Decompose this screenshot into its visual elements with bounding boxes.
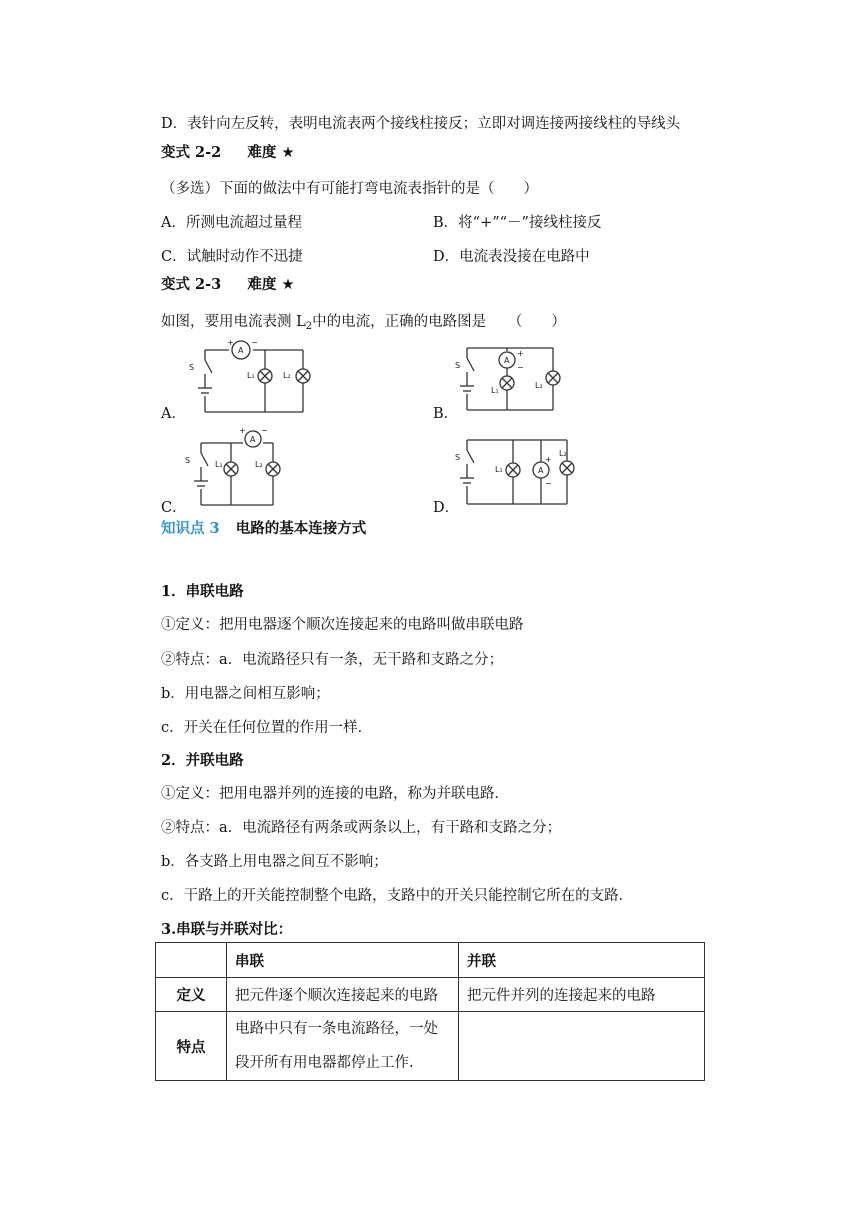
knowledge-point-heading [161, 517, 366, 538]
variant-2-2-heading [161, 141, 294, 162]
table-row [156, 1012, 705, 1081]
switch-letter: S [185, 456, 191, 465]
row-label-feature: 特点 [156, 1012, 227, 1081]
circuit-diagram-b [455, 338, 585, 418]
row-label-definition: 定义 [156, 978, 227, 1012]
parallel-feature-a: ②特点：a．电流路径有两条或两条以上，有干路和支路之分； [161, 820, 562, 836]
circuit-diagram-c [183, 425, 313, 510]
variant-2-3-question [161, 310, 566, 332]
parallel-feature-b: b．各支路上用电器之间互不影响； [161, 854, 388, 870]
parallel-feature-cell [459, 1012, 705, 1081]
option-d-previous-question: D．表针向左反转，表明电流表两个接线柱接反；立即对调连接两接线柱的导线头 [161, 116, 681, 132]
header-series: 串联 [227, 943, 459, 978]
series-definition-cell: 把元件逐个顺次连接起来的电路 [227, 978, 459, 1012]
option-c: C．试触时动作不迅捷 [161, 249, 303, 265]
minus-sign: − [261, 426, 268, 435]
plus-sign: + [227, 338, 234, 347]
difficulty-label: 难度 [247, 276, 277, 293]
circuit-diagram-d [455, 432, 585, 512]
lamp1-label: L₁ [247, 371, 255, 380]
option-d: D．电流表没接在电路中 [433, 249, 590, 265]
switch-letter: S [455, 453, 461, 462]
variant-2-3-heading [161, 273, 294, 294]
series-feature-line-2: 段开所有用电器都停止工作. [235, 1055, 414, 1071]
difficulty-label: 难度 [247, 144, 277, 161]
lamp1-label: L₁ [495, 465, 503, 474]
minus-sign: − [517, 363, 524, 372]
variant-heading-label: 变式 2-2 [161, 144, 222, 161]
switch-letter: S [455, 361, 461, 370]
option-a: A．所测电流超过量程 [161, 215, 302, 231]
circuit-diagram-a [185, 338, 315, 418]
variant-heading-label: 变式 2-3 [161, 276, 222, 293]
comparison-table [155, 942, 705, 1081]
table-row [156, 943, 705, 978]
lamp2-label: L₂ [283, 371, 291, 380]
knowledge-point-title: 电路的基本连接方式 [235, 520, 367, 537]
compare-heading: 3.串联与并联对比： [161, 921, 293, 938]
table-row [156, 978, 705, 1012]
star-icon: ★ [281, 145, 295, 161]
parallel-definition: ①定义：把用电器并列的连接的电路，称为并联电路． [161, 786, 509, 802]
variant-2-2-question: （多选）下面的做法中有可能打弯电流表指针的是（ ） [161, 181, 538, 197]
series-definition: ①定义：把用电器逐个顺次连接起来的电路叫做串联电路 [161, 617, 524, 633]
lamp2-label: L₂ [535, 381, 543, 390]
knowledge-point-number: 知识点 3 [161, 520, 220, 537]
lamp1-label: L₁ [491, 386, 499, 395]
parallel-heading: 2．并联电路 [161, 752, 244, 769]
option-b: B．将“+”“－”接线柱接反 [433, 215, 602, 231]
question-text-start: 如图，要用电流表测 L [161, 314, 306, 330]
question-subscript: 2 [305, 321, 313, 332]
circuit-label-b: B． [433, 406, 459, 422]
circuit-label-a: A． [161, 406, 186, 422]
parallel-definition-cell: 把元件并列的连接起来的电路 [459, 978, 705, 1012]
circuit-label-d: D． [433, 500, 460, 516]
lamp2-label: L₂ [255, 460, 263, 469]
lamp2-label: L₂ [559, 449, 567, 458]
series-heading: 1．串联电路 [161, 583, 244, 600]
ammeter-letter: A [504, 356, 510, 365]
minus-sign: − [545, 479, 552, 488]
plus-sign: + [545, 455, 552, 464]
header-empty-cell [156, 943, 227, 978]
switch-letter: S [189, 363, 195, 372]
header-parallel: 并联 [459, 943, 705, 978]
ammeter-letter: A [238, 346, 244, 355]
lamp1-label: L₁ [215, 460, 223, 469]
series-feature-line-1: 电路中只有一条电流路径，一处 [235, 1021, 438, 1037]
plus-sign: + [239, 426, 246, 435]
plus-sign: + [517, 349, 524, 358]
ammeter-letter: A [538, 466, 544, 475]
star-icon: ★ [281, 277, 295, 293]
minus-sign: − [251, 338, 258, 347]
series-feature-a: ②特点：a．电流路径只有一条，无干路和支路之分； [161, 652, 504, 668]
ammeter-letter: A [250, 435, 256, 444]
circuit-label-c: C． [161, 500, 187, 516]
series-feature-c: c．开关在任何位置的作用一样． [161, 720, 373, 736]
question-text-end: 中的电流，正确的电路图是 （ ） [312, 314, 566, 330]
series-feature-cell [227, 1012, 459, 1081]
series-feature-b: b．用电器之间相互影响； [161, 686, 330, 702]
parallel-feature-c: c．干路上的开关能控制整个电路，支路中的开关只能控制它所在的支路． [161, 888, 634, 904]
